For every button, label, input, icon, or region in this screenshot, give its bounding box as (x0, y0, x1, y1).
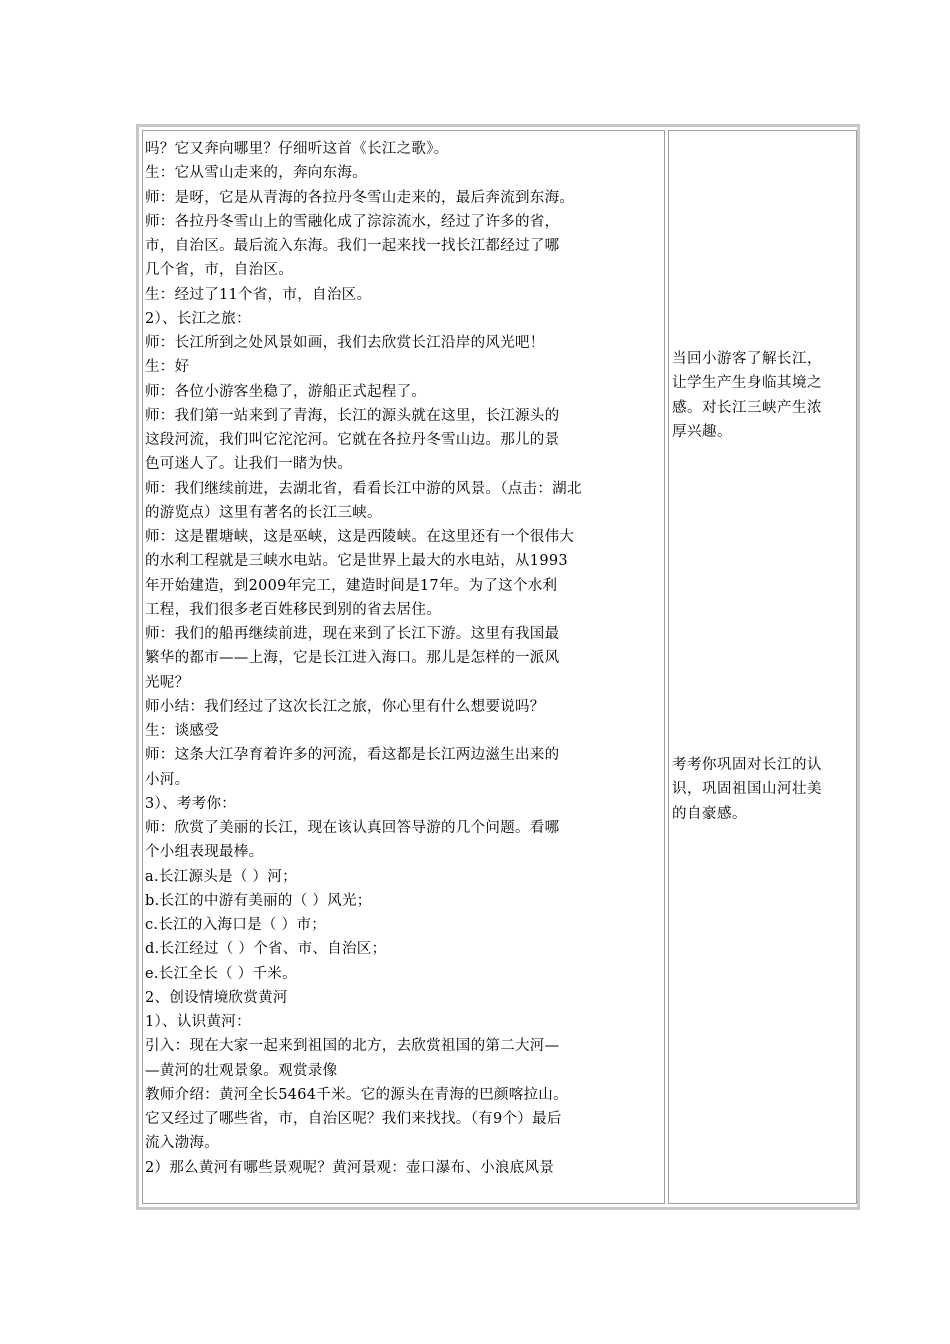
text-line: 小河。 (145, 771, 190, 788)
text-line: 色可迷人了。让我们一睹为快。 (145, 456, 353, 473)
text-line: 师：长江所到之处风景如画，我们去欣赏长江沿岸的风光吧！ (145, 335, 545, 351)
note-line: 当回小游客了解长江， (672, 351, 822, 367)
text-line: 工程，我们很多老百姓移民到别的省去居住。 (145, 601, 441, 618)
text-line: 个小组表现最棒。 (145, 844, 264, 861)
design-note-changjiang-tour (672, 347, 856, 444)
text-line: 生：经过了11个省，市，自治区。 (145, 286, 372, 303)
note-line: 识，巩固祖国山河壮美 (672, 781, 822, 798)
text-line: 师：各位小游客坐稳了，游船正式起程了。 (145, 383, 427, 400)
text-line: 2、创设情境欣赏黄河 (145, 989, 288, 1006)
text-line: 教师介绍：黄河全长5464千米。它的源头在青海的巴颜喀拉山。 (145, 1086, 568, 1103)
text-line: 2）、长江之旅： (145, 310, 251, 327)
text-line: 师：是呀，它是从青海的各拉丹冬雪山走来的，最后奔流到东海。 (145, 189, 575, 206)
text-line: 市，自治区。最后流入东海。我们一起来找一找长江都经过了哪 (145, 238, 560, 254)
text-line: 师：欣赏了美丽的长江，现在该认真回答导游的几个问题。看哪 (145, 820, 560, 836)
teaching-process-text (145, 137, 663, 1180)
text-line: 年开始建造，到2009年完工，建造时间是17年。为了这个水利 (145, 577, 558, 594)
text-line: 师：各拉丹冬雪山上的雪融化成了淙淙流水，经过了许多的省， (145, 213, 560, 230)
note-line: 的自豪感。 (672, 805, 747, 822)
text-line: 1）、认识黄河： (145, 1014, 251, 1030)
lesson-table (136, 124, 860, 1210)
text-line: 师：我们的船再继续前进，现在来到了长江下游。这里有我国最 (145, 626, 560, 642)
teaching-process-cell (142, 130, 665, 1204)
text-line: —黄河的壮观景象。观赏录像 (145, 1062, 338, 1079)
text-line: 生：谈感受 (145, 723, 219, 739)
note-line: 让学生产生身临其境之 (672, 375, 822, 392)
note-line: 厚兴趣。 (672, 423, 732, 440)
text-line: 它又经过了哪些省，市，自治区呢？我们来找找。（有9个）最后 (145, 1111, 562, 1127)
note-line: 考考你巩固对长江的认 (672, 757, 822, 773)
note-line: 感。对长江三峡产生浓 (672, 399, 822, 416)
text-line: a.长江源头是（ ）河； (145, 868, 297, 885)
text-line: 的水利工程就是三峡水电站。它是世界上最大的水电站，从1993 (145, 553, 568, 570)
text-line: 3）、考考你： (145, 795, 237, 812)
text-line: 几个省，市，自治区。 (145, 262, 293, 279)
text-line: 的游览点）这里有著名的长江三峡。 (145, 504, 382, 521)
design-note-quiz (672, 753, 856, 826)
text-line: 师：我们第一站来到了青海，长江的源头就在这里，长江源头的 (145, 407, 560, 424)
text-line: 师：我们继续前进，去湖北省，看看长江中游的风景。（点击：湖北 (145, 480, 582, 497)
text-line: 吗？它又奔向哪里？仔细听这首《长江之歌》。 (145, 141, 449, 157)
text-line: b.长江的中游有美丽的（ ）风光； (145, 892, 372, 909)
text-line: 师小结：我们经过了这次长江之旅，你心里有什么想要说吗？ (145, 698, 545, 715)
text-line: 2）那么黄河有哪些景观呢？黄河景观：壶口瀑布、小浪底风景 (145, 1159, 555, 1176)
text-line: 生：它从雪山走来的，奔向东海。 (145, 165, 367, 182)
text-line: d.长江经过（ ）个省、市、自治区； (145, 941, 387, 958)
text-line: 师：这条大江孕育着许多的河流，看这都是长江两边滋生出来的 (145, 747, 560, 764)
text-line: 生：好 (145, 359, 190, 376)
text-line: 引入：现在大家一起来到祖国的北方，去欣赏祖国的第二大河— (145, 1038, 560, 1055)
text-line: c.长江的入海口是（ ）市； (145, 917, 327, 933)
design-intent-cell (668, 130, 857, 1204)
text-line: 师：这是瞿塘峡，这是巫峡，这是西陵峡。在这里还有一个很伟大 (145, 529, 575, 545)
text-line: 这段河流，我们叫它沱沱河。它就在各拉丹冬雪山边。那儿的景 (145, 432, 560, 448)
text-line: e.长江全长（ ）千米。 (145, 965, 297, 982)
text-line: 流入渤海。 (145, 1135, 219, 1152)
text-line: 繁华的都市——上海，它是长江进入海口。那儿是怎样的一派风 (145, 650, 560, 667)
text-line: 光呢？ (145, 674, 190, 691)
